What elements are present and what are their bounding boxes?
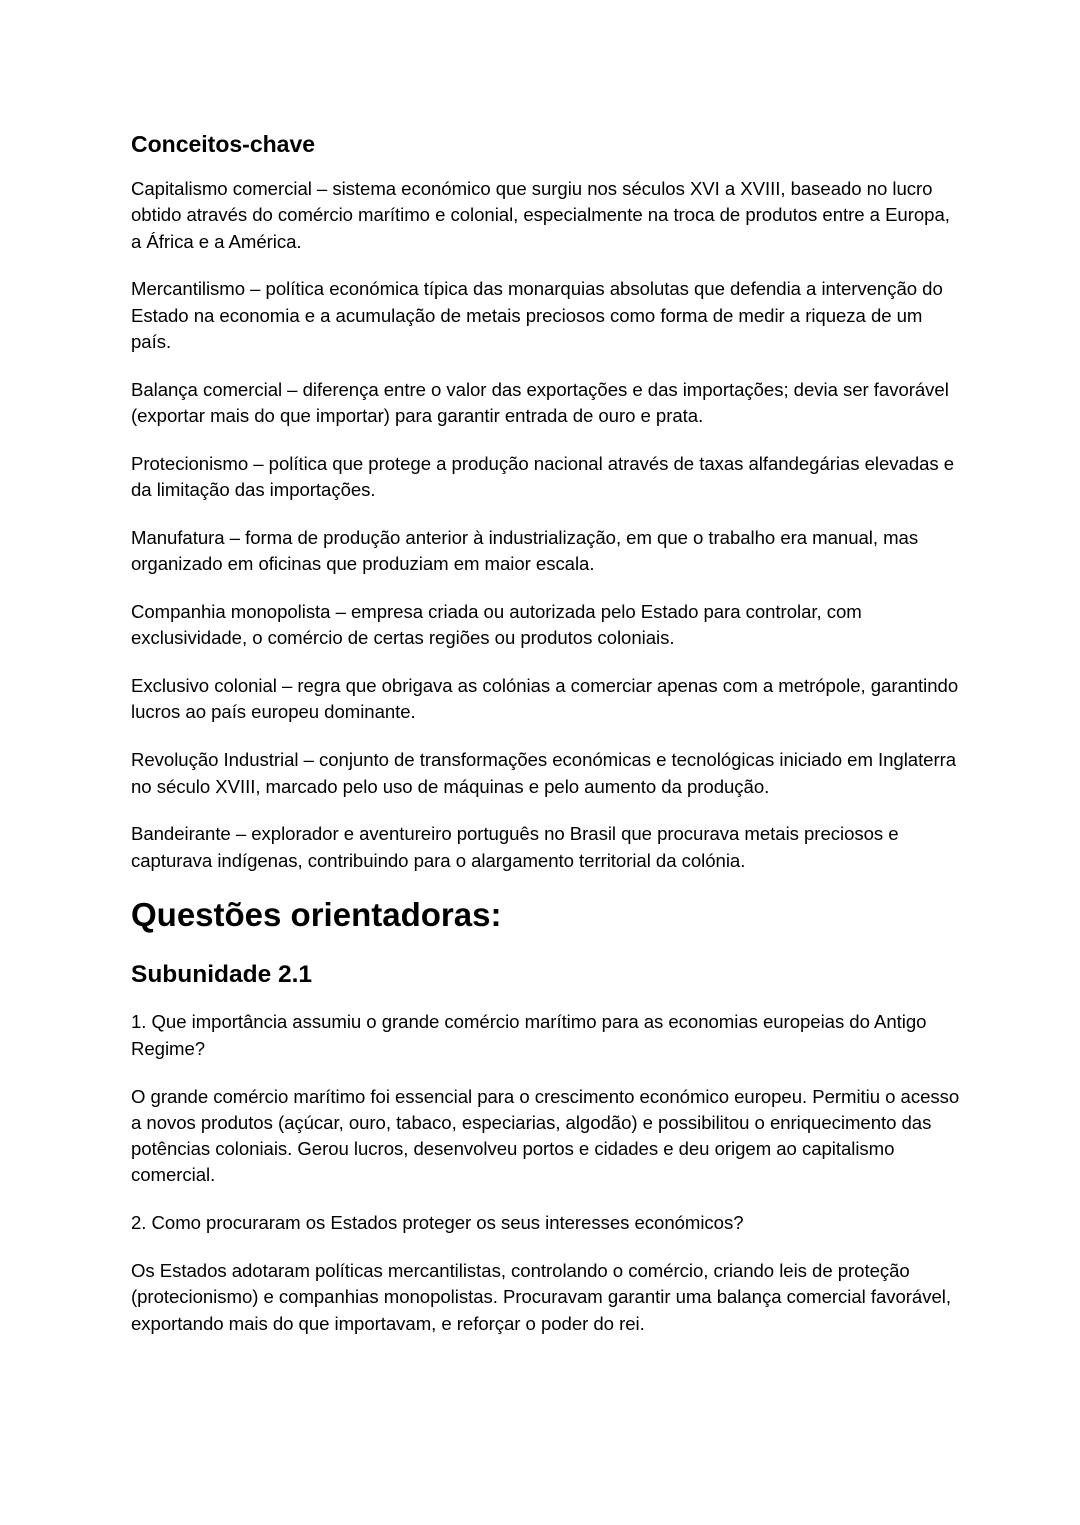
- question-1: 1. Que importância assumiu o grande comércio marítimo para as economias europeias do Antigo Regime?: [131, 1011, 927, 1059]
- subunit-heading: Subunidade 2.1: [131, 961, 313, 989]
- concepts-heading: Conceitos-chave: [131, 131, 316, 157]
- document-page: [131, 128, 961, 1358]
- concept-mercantilismo: Mercantilismo – política económica típica das monarquias absolutas que defendia a intervenção do Estado na economia e a acumulação de metais preciosos como forma de medir a riqueza de um país.: [131, 278, 943, 352]
- concept-protecionismo: Protecionismo – política que protege a produção nacional através de taxas alfandegárias elevadas e da limitação das importações.: [131, 452, 955, 501]
- concept-companhia-monopolista: Companhia monopolista – empresa criada ou autorizada pelo Estado para controlar, com exclusividade, o comércio de certas regiões ou produtos coloniais.: [131, 601, 862, 649]
- concept-bandeirante: Bandeirante – explorador e aventureiro português no Brasil que procurava metais preciosos e capturava indígenas, contribuindo para o alargamento territorial da colónia.: [131, 823, 899, 871]
- questions-heading: Questões orientadoras:: [131, 896, 502, 934]
- concept-revolucao-industrial: Revolução Industrial – conjunto de transformações económicas e tecnológicas iniciado em Inglaterra no século XVIII, marcado pelo uso de máquinas e pelo aumento da produção.: [131, 749, 957, 797]
- question-2: 2. Como procuraram os Estados proteger os seus interesses económicos?: [131, 1212, 744, 1234]
- answer-1: O grande comércio marítimo foi essencial para o crescimento económico europeu. Permitiu o acesso a novos produtos (açúcar, ouro, tabaco, especiarias, algodão) e possibilitou o enriquecimento das potências coloniais. Gerou lucros, desenvolveu portos e cidades e deu origem ao capitalismo comercial.: [131, 1085, 960, 1186]
- concept-capitalismo-comercial: Capitalismo comercial – sistema económico que surgiu nos séculos XVI a XVIII, baseado no lucro obtido através do comércio marítimo e colonial, especialmente na troca de produtos entre a Europa, a África e a América.: [131, 178, 950, 252]
- answer-2: Os Estados adotaram políticas mercantilistas, controlando o comércio, criando leis de proteção (protecionismo) e companhias monopolistas. Procuravam garantir uma balança comercial favorável, exportando mais do que importavam, e reforçar o poder do rei.: [131, 1260, 951, 1334]
- concept-manufatura: Manufatura – forma de produção anterior à industrialização, em que o trabalho era manual, mas organizado em oficinas que produziam em maior escala.: [131, 526, 919, 575]
- concept-exclusivo-colonial: Exclusivo colonial – regra que obrigava as colónias a comerciar apenas com a metrópole, garantindo lucros ao país europeu dominante.: [131, 675, 959, 723]
- concept-balanca-comercial: Balança comercial – diferença entre o valor das exportações e das importações; devia ser favorável (exportar mais do que importar) para garantir entrada de ouro e prata.: [131, 378, 949, 427]
